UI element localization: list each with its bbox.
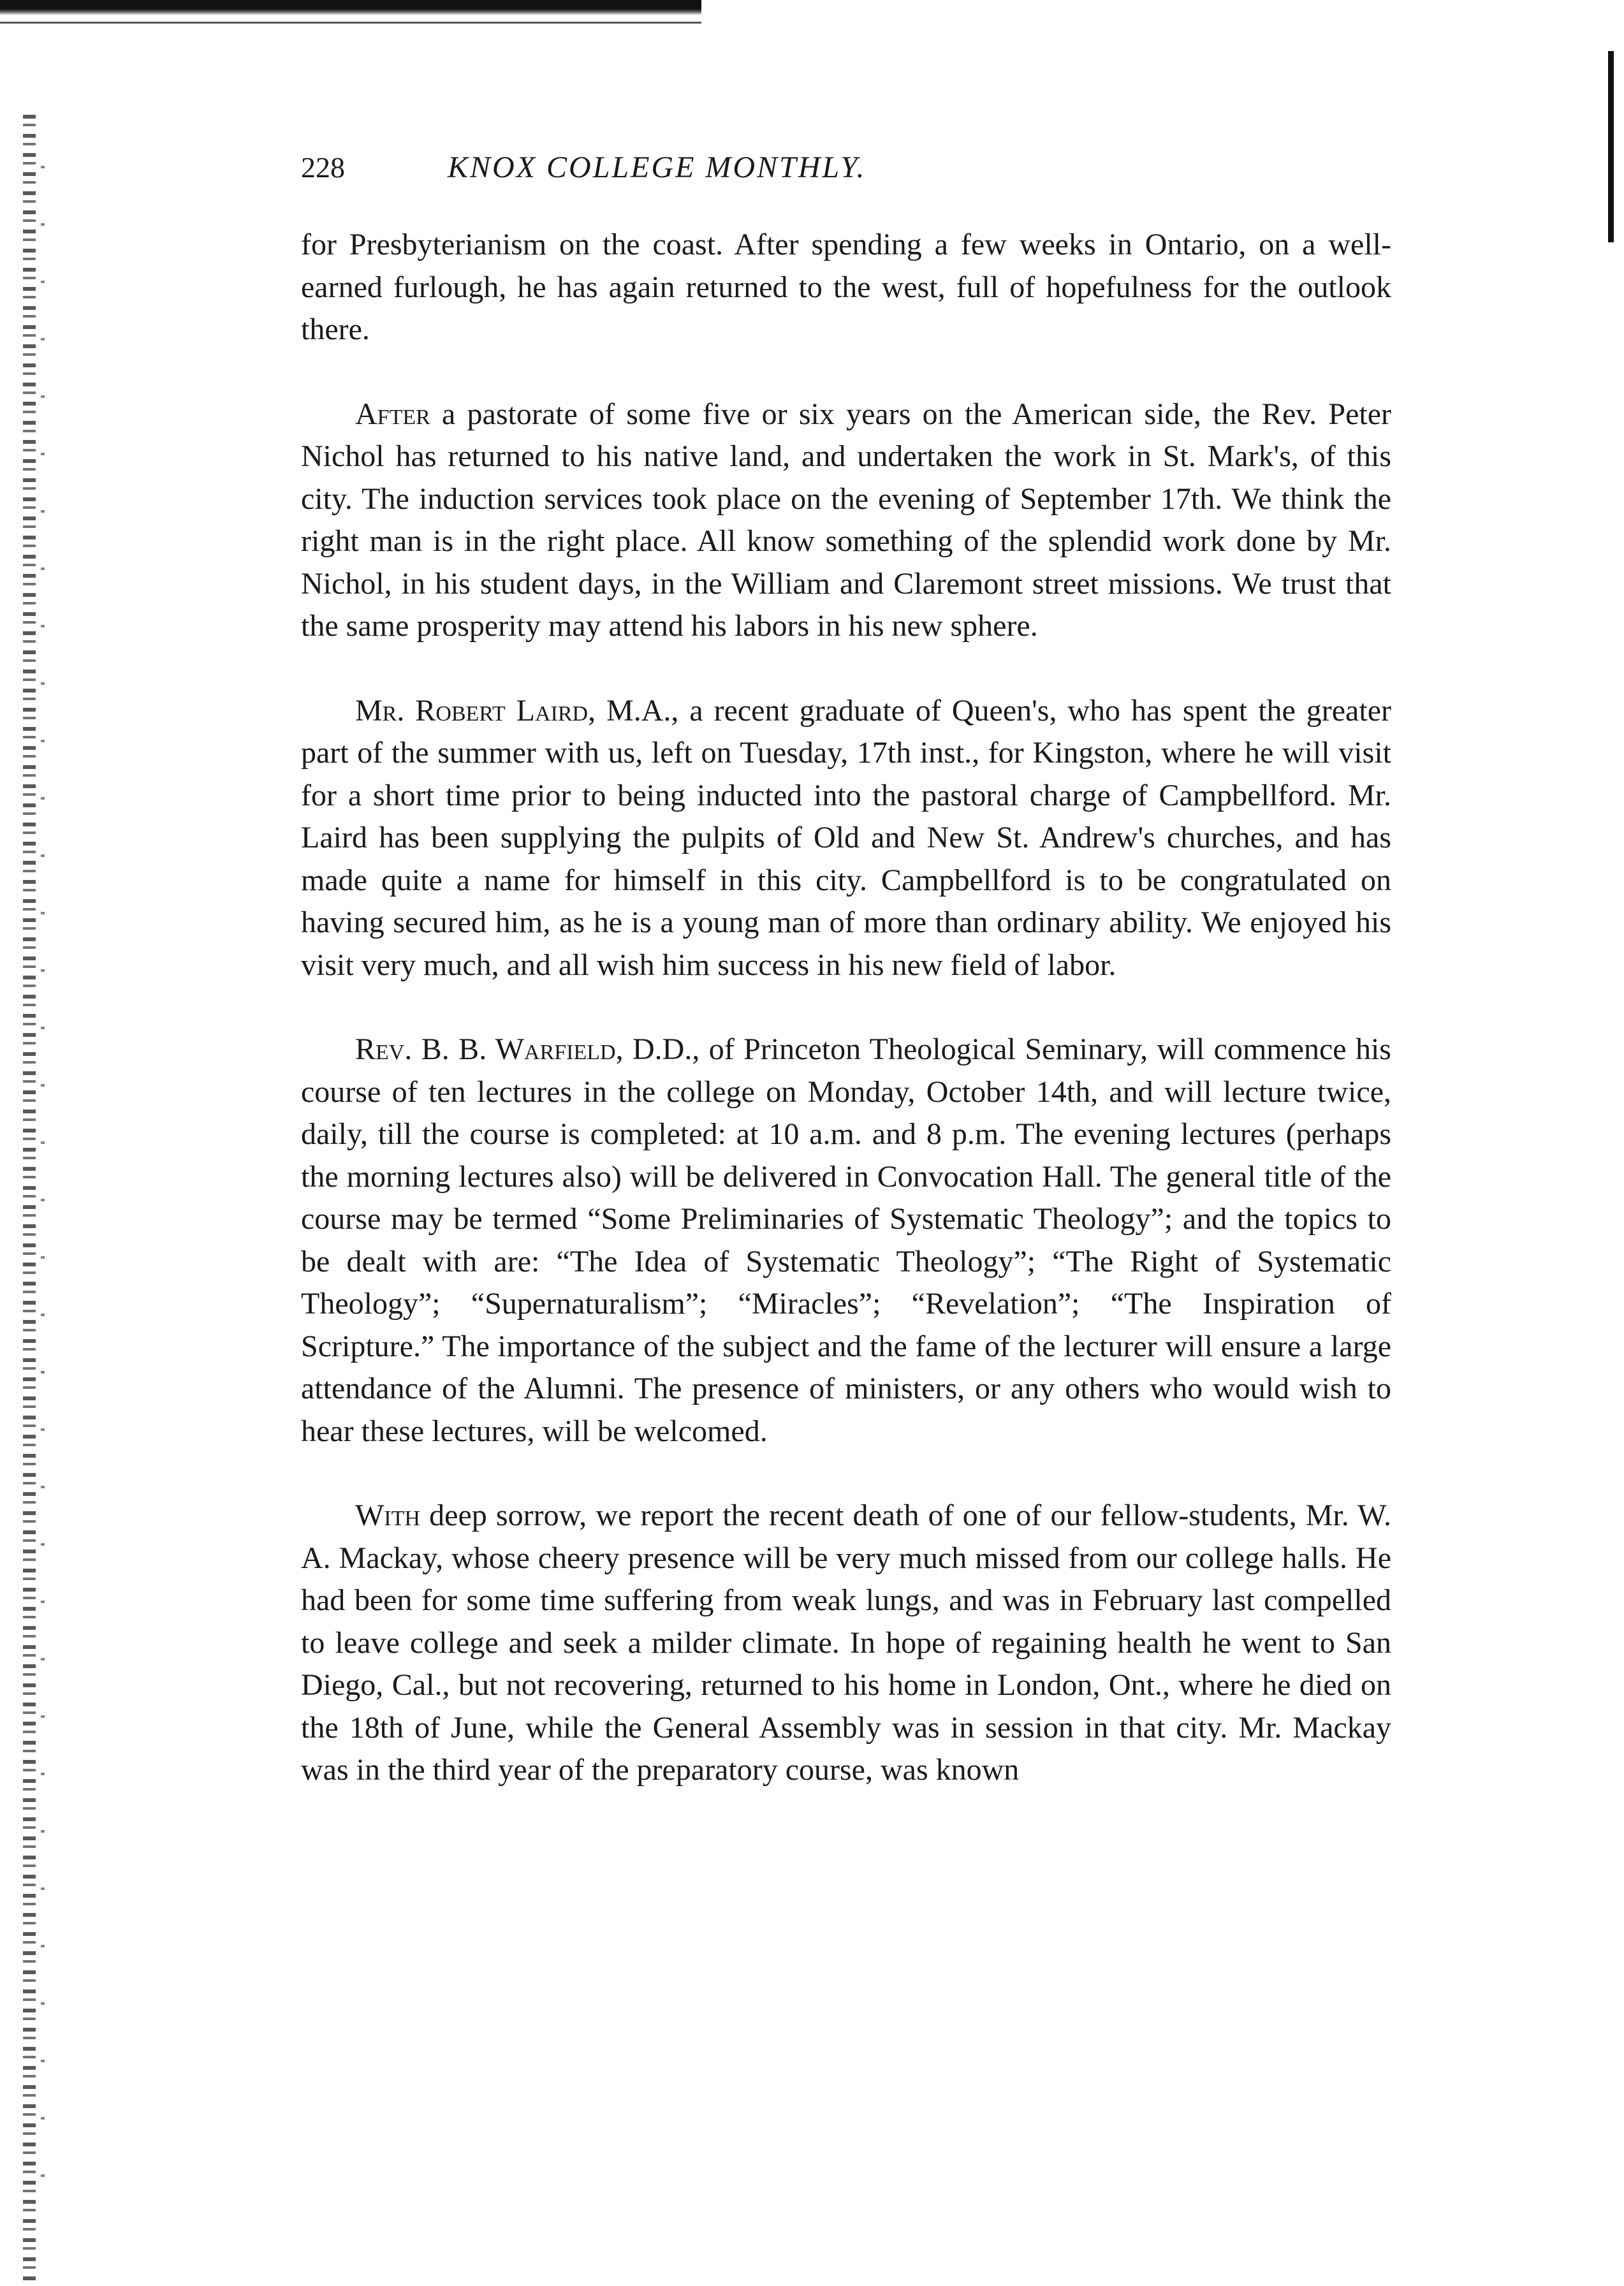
scan-top-rule-thin (0, 22, 701, 24)
paragraph-text: D.D., of Princeton Theological Seminary, will commence his course of ten lectures in the college on Monday, October 14th, and will lecture twice, daily, till the course is completed: at 10 a.m. and 8 p.m. The evening lectures (perhaps the morning lectures also) will be delivered in Convocation Hall. The general title of the course may be termed “Some Preliminaries of Systematic Theology”; and the topics to be dealt with are: “The Idea of Systematic Theology”; “The Right of Systematic Theology”; “Supernaturalism”; “Miracles”; “Revelation”; “The Inspiration of Scripture.” The importance of the subject and the fame of the lecturer will ensure a large attendance of the Alumni. The presence of ministers, or any others who would wish to hear these lectures, will be welcomed. (301, 1032, 1391, 1448)
paragraph-continuation (301, 224, 1391, 351)
scan-top-rule (0, 0, 701, 15)
scan-binding-specks (41, 166, 45, 2206)
paragraph-text: for Presbyterianism on the coast. After spending a few weeks in Ontario, on a well-earned furlough, he has again returned to the west, full of hopefulness for the outlook there. (301, 228, 1391, 346)
paragraph-text: M.A., a recent graduate of Queen's, who has spent the greater part of the summer with us, left on Tuesday, 17th inst., for Kingston, where he will visit for a short time prior to being inducted into the pastoral charge of Campbellford. Mr. Laird has been supplying the pulpits of Old and New St. Andrew's churches, and has made quite a name for himself in this city. Campbellford is to be congratulated on having secured him, as he is a young man of more than ordinary ability. We enjoyed his visit very much, and all wish him success in his new field of labor. (301, 693, 1391, 982)
paragraph-laird (301, 690, 1391, 987)
scan-binding-edge (23, 115, 36, 2283)
scan-right-edge-mark (1608, 51, 1614, 242)
paragraph-mackay (301, 1495, 1391, 1792)
paragraph-text: deep sorrow, we report the recent death of one of our fellow-students, Mr. W. A. Mackay, whose cheery presence will be very much missed from our college halls. He had been for some time suffering from weak lungs, and was in February last compelled to leave college and seek a milder climate. In hope of regaining health he went to San Diego, Cal., but not recovering, returned to his home in London, Ont., where he died on the 18th of June, while the General Assembly was in session in that city. Mr. Mackay was in the third year of the preparatory course, was known (301, 1498, 1391, 1787)
paragraph-lead: Mr. Robert Laird, (355, 693, 596, 728)
paragraph-lead: After (355, 397, 430, 431)
article-body (301, 224, 1391, 1792)
journal-title: KNOX COLLEGE MONTHLY. (448, 150, 867, 184)
paragraph-warfield (301, 1029, 1391, 1453)
paragraph-lead: With (355, 1498, 420, 1532)
page-number: 228 (301, 151, 345, 184)
paragraph-lead: Rev. B. B. Warfield, (355, 1032, 624, 1066)
running-head (301, 150, 1391, 194)
page-content (301, 150, 1391, 1792)
paragraph-nichol (301, 393, 1391, 648)
paragraph-text: a pastorate of some five or six years on the American side, the Rev. Peter Nichol has returned to his native land, and undertaken the work in St. Mark's, of this city. The induction services took place on the evening of September 17th. We think the right man is in the right place. All know something of the splendid work done by Mr. Nichol, in his student days, in the William and Claremont street missions. We trust that the same prosperity may attend his labors in his new sphere. (301, 397, 1391, 643)
